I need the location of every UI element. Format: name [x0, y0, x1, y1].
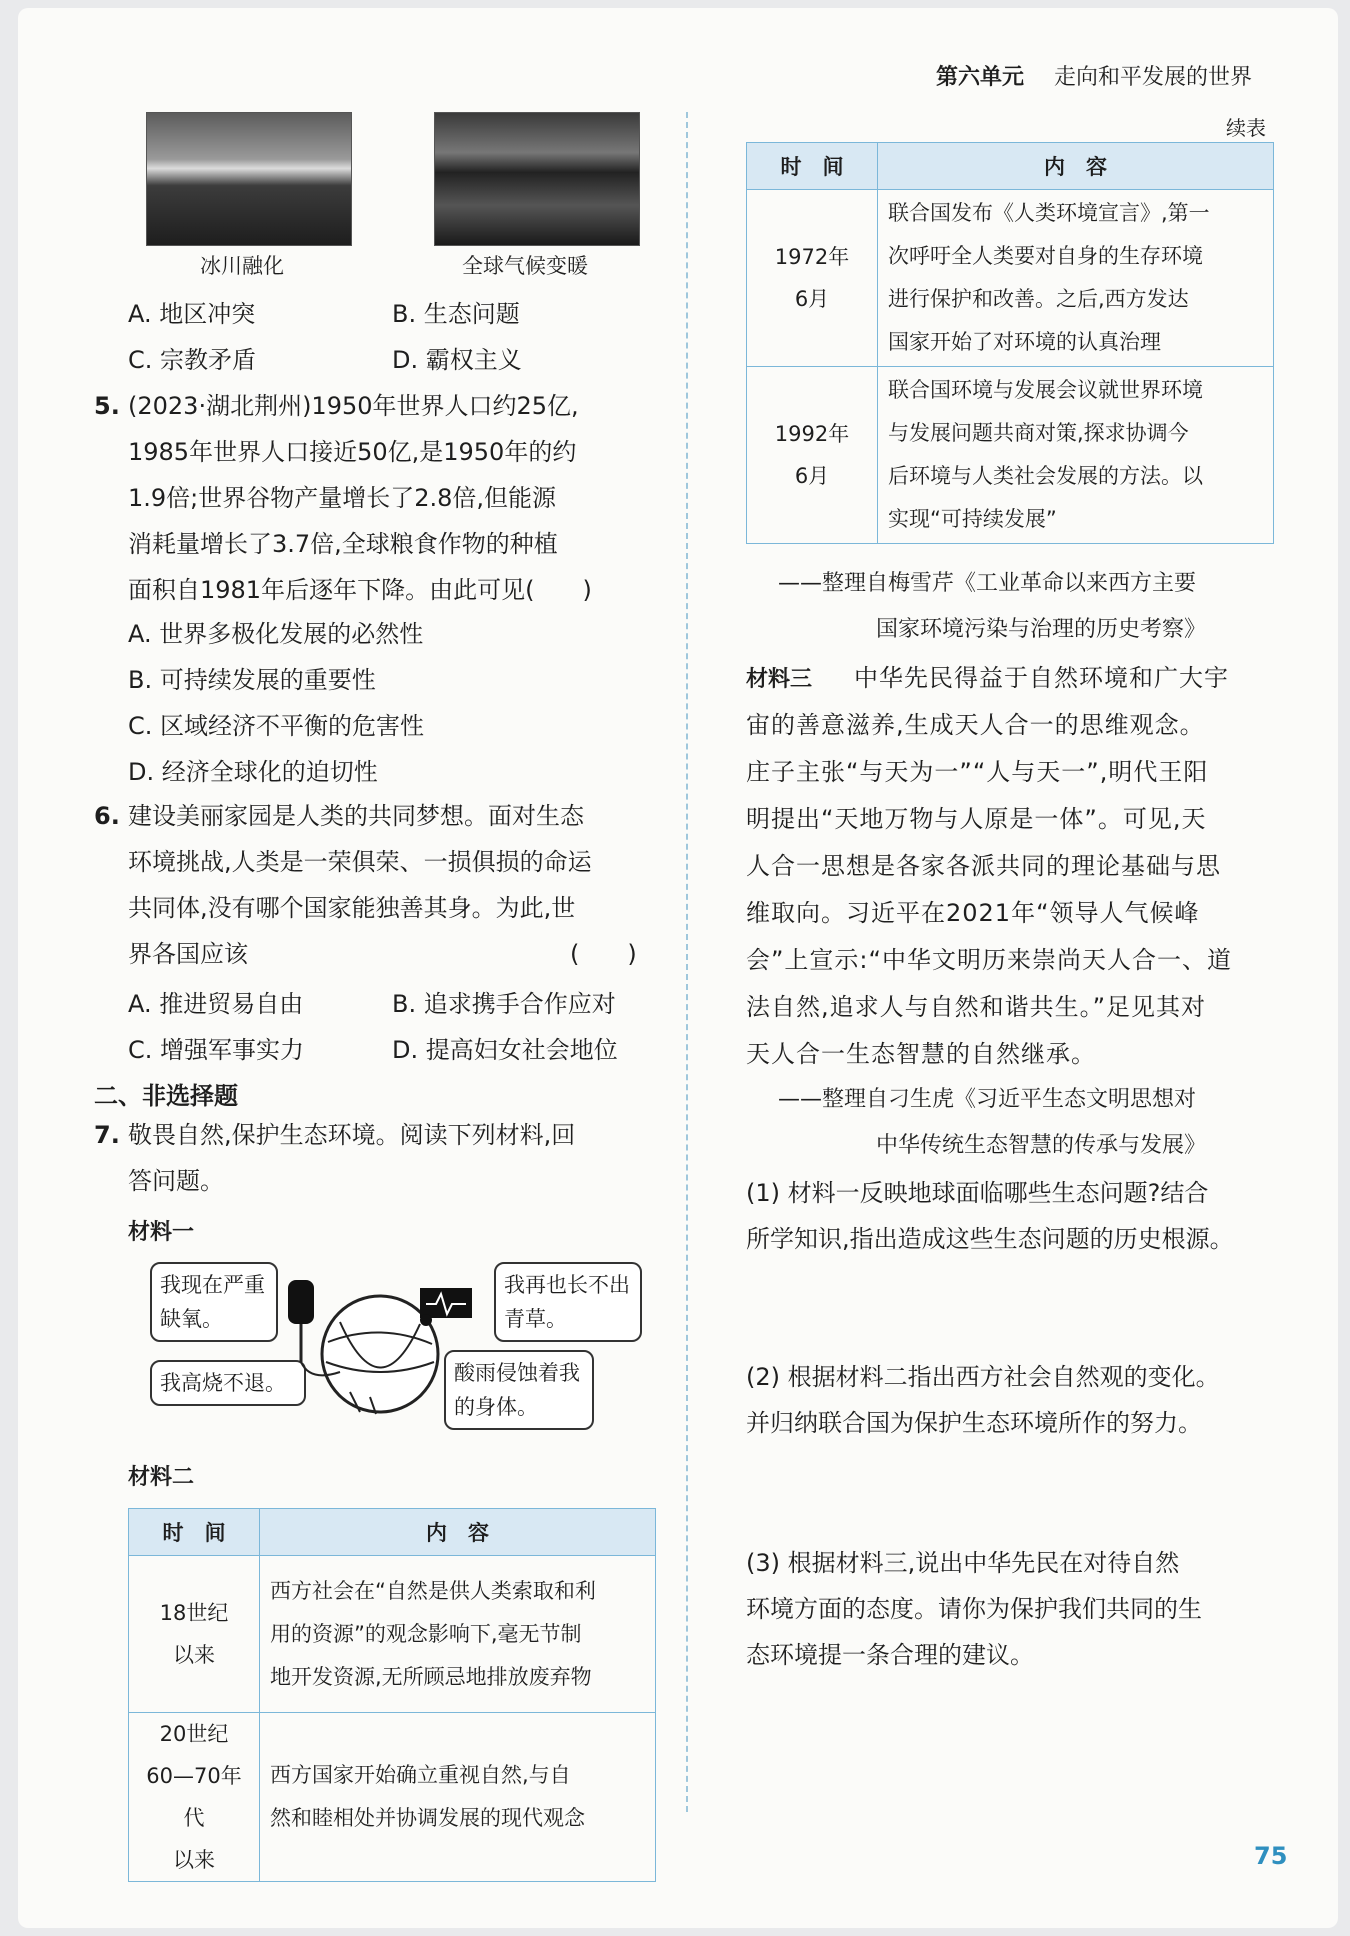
bubble-oxygen: 我现在严重缺氧。 [150, 1262, 278, 1342]
bubble-acid-rain: 酸雨侵蚀着我的身体。 [444, 1350, 594, 1430]
subquestion-line: (1) 材料一反映地球面临哪些生态问题?结合 [746, 1179, 1209, 1207]
material3-source-line2: 中华传统生态智慧的传承与发展》 [876, 1133, 1207, 1158]
material3-line: 天人合一生态智慧的自然继承。 [746, 1040, 1096, 1068]
q4-option-b: B. 生态问题 [392, 300, 520, 328]
q7-stem [128, 1112, 575, 1204]
q5-line: 面积自1981年后逐年下降。由此可见( ) [128, 576, 592, 604]
content-line: 进行保护和改善。之后,西方发达 [888, 287, 1189, 311]
content-line: 后环境与人类社会发展的方法。以 [888, 464, 1203, 488]
q6-line: 建设美丽家园是人类的共同梦想。面对生态 [128, 802, 584, 830]
content-line: 用的资源”的观念影响下,毫无节制 [270, 1621, 582, 1646]
q6-option-b: B. 追求携手合作应对 [392, 990, 616, 1018]
subquestion-line: 态环境提一条合理的建议。 [746, 1641, 1034, 1669]
q5-line: 1985年世界人口接近50亿,是1950年的约 [128, 438, 577, 466]
table-cell-content [878, 367, 1274, 544]
time-line: 以来 [173, 1848, 215, 1872]
q6-line: 共同体,没有哪个国家能独善其身。为此,世 [128, 894, 576, 922]
material3-line: 会”上宣示:“中华文明历来崇尚天人合一、道 [746, 946, 1232, 974]
subquestion-line: 所学知识,指出造成这些生态问题的历史根源。 [746, 1225, 1234, 1253]
subquestion-3 [746, 1540, 1202, 1678]
material3-line: 明提出“天地万物与人原是一体”。可见,天 [746, 805, 1207, 833]
material3-line: 维取向。习近平在2021年“领导人气候峰 [746, 899, 1200, 927]
table-cell-content [878, 190, 1274, 367]
material3-line-first: 中华先民得益于自然环境和广大宇 [854, 664, 1229, 692]
table-cell-time [747, 367, 878, 544]
page-number: 75 [1254, 1842, 1288, 1870]
q5-number: 5. [94, 392, 120, 420]
time-line: 18世纪 [159, 1601, 229, 1625]
content-line: 西方国家开始确立重视自然,与自 [270, 1763, 571, 1787]
photo-caption-2: 全球气候变暖 [462, 254, 588, 278]
table-header-row [129, 1509, 656, 1556]
content-line: 实现“可持续发展” [888, 507, 1057, 531]
subquestion-line: (3) 根据材料三,说出中华先民在对待自然 [746, 1549, 1180, 1577]
q6-option-c: C. 增强军事实力 [128, 1036, 305, 1064]
q5-option-a: A. 世界多极化发展的必然性 [128, 620, 424, 648]
q7-line: 敬畏自然,保护生态环境。阅读下列材料,回 [128, 1121, 576, 1149]
q6-option-d: D. 提高妇女社会地位 [392, 1036, 618, 1064]
material3-line: 宙的善意滋养,生成天人合一的思维观念。 [746, 711, 1205, 739]
table-row [129, 1556, 656, 1713]
material3-label: 材料三 [746, 667, 813, 692]
table-row [747, 190, 1274, 367]
time-line: 以来 [173, 1643, 215, 1667]
q5-line: 1.9倍;世界谷物产量增长了2.8倍,但能源 [128, 484, 557, 512]
section-nonchoice: 二、非选择题 [94, 1082, 238, 1110]
content-line: 联合国发布《人类环境宣言》,第一 [888, 201, 1210, 225]
content-line: 西方社会在“自然是供人类索取和利 [270, 1578, 596, 1603]
material2-source-line2: 国家环境污染与治理的历史考察》 [876, 617, 1207, 642]
content-line: 联合国环境与发展会议就世界环境 [888, 378, 1203, 402]
table-row [747, 367, 1274, 544]
q4-option-a: A. 地区冲突 [128, 300, 256, 328]
q5-option-c: C. 区域经济不平衡的危害性 [128, 712, 425, 740]
subquestion-2 [746, 1354, 1220, 1446]
q7-line: 答问题。 [128, 1167, 224, 1195]
table-header-content: 内 容 [260, 1509, 656, 1556]
q6-line: 环境挑战,人类是一荣俱荣、一损俱损的命运 [128, 848, 592, 876]
time-line: 20世纪 [159, 1722, 229, 1746]
table-header-row [747, 143, 1274, 190]
unit-label: 第六单元 [936, 65, 1025, 90]
table-cell-time [129, 1713, 260, 1882]
material3-line: 法自然,追求人与自然和谐共生。”足见其对 [746, 993, 1207, 1021]
q6-option-a: A. 推进贸易自由 [128, 990, 304, 1018]
material2-table-right [746, 142, 1274, 544]
cracked-earth-photo [434, 112, 640, 246]
bubble-grass: 我再也长不出青草。 [494, 1262, 642, 1342]
material2-source-line1: ——整理自梅雪芹《工业革命以来西方主要 [778, 571, 1197, 596]
q5-line: (2023·湖北荆州)1950年世界人口约25亿, [128, 392, 579, 420]
sick-earth-illustration [280, 1262, 480, 1422]
time-line: 6月 [794, 464, 830, 488]
q6-answer-paren: ( ) [570, 940, 637, 968]
content-line: 次呼吁全人类要对自身的生存环境 [888, 244, 1203, 268]
q5-option-b: B. 可持续发展的重要性 [128, 666, 376, 694]
content-line: 地开发资源,无所顾忌地排放废弃物 [270, 1664, 592, 1689]
subquestion-line: (2) 根据材料二指出西方社会自然观的变化。 [746, 1363, 1220, 1391]
time-line: 6月 [794, 287, 830, 311]
q5-option-d: D. 经济全球化的迫切性 [128, 758, 378, 786]
time-line: 1972年 [774, 245, 850, 269]
material3-line: 人合一思想是各家各派共同的理论基础与思 [746, 852, 1221, 880]
q7-number: 7. [94, 1121, 120, 1149]
material3-body [746, 702, 1232, 1078]
q6-number: 6. [94, 802, 120, 830]
bubble-fever: 我高烧不退。 [150, 1360, 306, 1406]
material2-table-left [128, 1508, 656, 1882]
q4-option-c: C. 宗教矛盾 [128, 346, 257, 374]
content-line: 国家开始了对环境的认真治理 [888, 330, 1161, 354]
table-cell-time [129, 1556, 260, 1713]
unit-title: 走向和平发展的世界 [1054, 65, 1253, 90]
q4-option-d: D. 霸权主义 [392, 346, 522, 374]
column-divider [686, 112, 688, 1812]
content-line: 然和睦相处并协调发展的现代观念 [270, 1806, 585, 1830]
table-cell-time [747, 190, 878, 367]
time-line: 60—70年代 [146, 1764, 242, 1830]
q5-stem [128, 383, 592, 613]
material3-source-line1: ——整理自刁生虎《习近平生态文明思想对 [778, 1087, 1197, 1112]
subquestion-line: 并归纳联合国为保护生态环境所作的努力。 [746, 1409, 1202, 1437]
material1-label: 材料一 [128, 1220, 195, 1245]
table-header-content: 内 容 [878, 143, 1274, 190]
time-line: 1992年 [774, 422, 850, 446]
q5-line: 消耗量增长了3.7倍,全球粮食作物的种植 [128, 530, 558, 558]
material2-label: 材料二 [128, 1465, 195, 1490]
content-line: 与发展问题共商对策,探求协调今 [888, 421, 1189, 445]
subquestion-1 [746, 1170, 1234, 1262]
q6-line: 界各国应该 [128, 940, 248, 968]
table-header-time: 时 间 [747, 143, 878, 190]
glacier-melting-photo [146, 112, 352, 246]
table-row [129, 1713, 656, 1882]
table-cell-content [260, 1556, 656, 1713]
continued-label: 续表 [1226, 116, 1266, 140]
table-cell-content [260, 1713, 656, 1882]
subquestion-line: 环境方面的态度。请你为保护我们共同的生 [746, 1595, 1202, 1623]
q6-stem [128, 793, 592, 977]
table-header-time: 时 间 [129, 1509, 260, 1556]
material3-line: 庄子主张“与天为一”“人与天一”,明代王阳 [746, 758, 1209, 786]
photo-caption-1: 冰川融化 [200, 254, 284, 278]
